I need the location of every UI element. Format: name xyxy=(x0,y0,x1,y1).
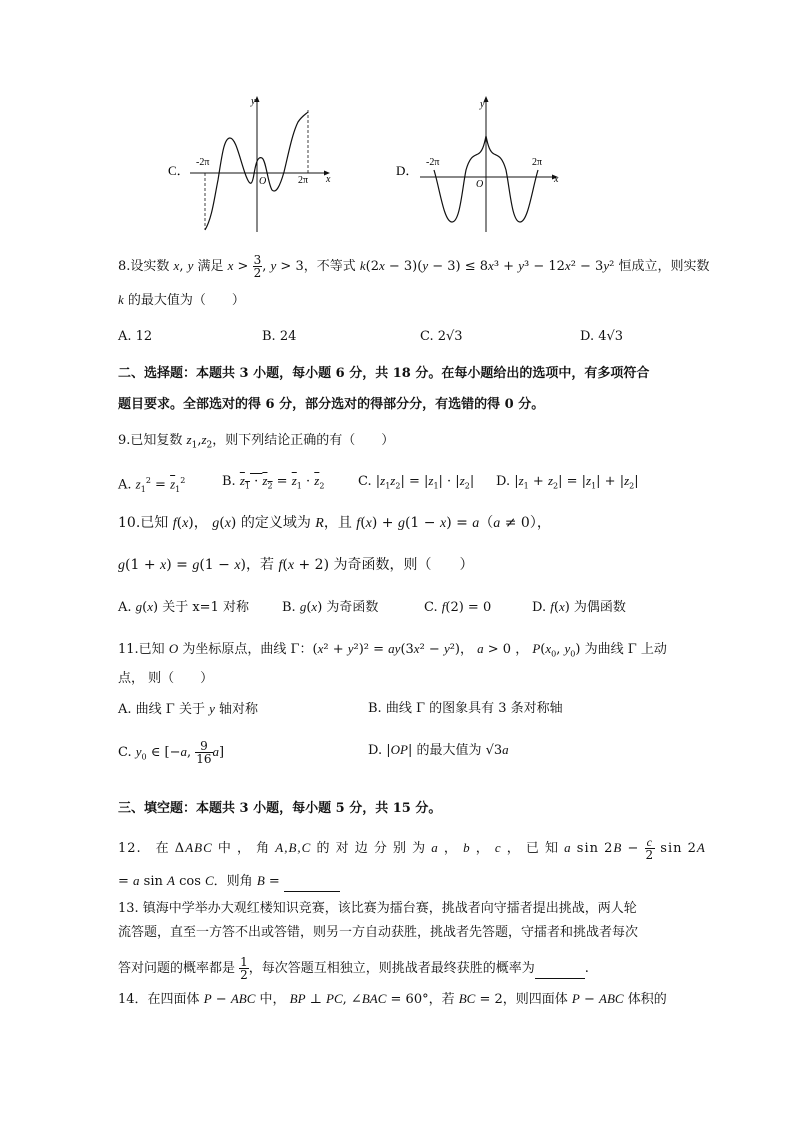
graph-d-origin: O xyxy=(476,179,484,190)
q9-option-d[interactable]: D. $|z_1 + z_2| = |z_1| + |z_2|$ xyxy=(496,473,639,491)
q11-option-a[interactable]: A. 曲线 Γ 关于 y 轴对称 xyxy=(118,701,258,717)
graph-c-y-label: y xyxy=(251,96,256,107)
q13-line3: 答对问题的概率都是 $\frac{1}{2}$ ，每次答题互相独立，则挑战者最终获胜的概率为 . xyxy=(118,955,589,982)
graph-d-x-label: x xyxy=(554,174,559,185)
q10-option-b[interactable]: B. g(x) 为奇函数 xyxy=(282,599,379,615)
q11-option-c[interactable]: C. $y_0$ ∈ [−a, $\frac{9}{16}$ a] xyxy=(118,739,225,766)
q9-option-c[interactable]: C. $|z_1z_2| = |z_1| \cdot |z_2|$ xyxy=(358,473,475,491)
graph-c-label: C． xyxy=(168,163,190,178)
graph-d-left-tick: -2π xyxy=(426,157,440,168)
q9-option-b[interactable]: B. $z_1 \cdot z_2 = \overline{z}_1 \cdot \overline{z}_2$ xyxy=(222,473,325,491)
q9-option-a[interactable]: A. $z_1^2 = \overline{z}_1^2$ xyxy=(118,476,186,494)
q10-option-a[interactable]: A. g(x) 关于 x=1 对称 xyxy=(118,599,249,615)
q8-line1: 8.设实数 x, y 满足 x > $\frac{3}{2}$ , y > 3，不等式 k(2x − 3)(y − 3) ≤ 8x³ + y³ − 12x² − 3y² 恒成立，则实数 xyxy=(118,253,710,280)
q10-line1: 10.已知 f(x)， g(x) 的定义域为 R，且 f(x) + g(1 − x) = a（a ≠ 0）， xyxy=(118,515,551,531)
graph-c-right-tick: 2π xyxy=(298,175,309,186)
q13-answer-blank[interactable] xyxy=(535,960,585,979)
graph-d-y-label: y xyxy=(480,99,485,110)
q8-line2: k 的最大值为（ ） xyxy=(118,292,245,308)
graph-d xyxy=(390,90,570,240)
graph-c-origin: O xyxy=(259,176,267,187)
fraction-3-2: $\frac{3}{2}$ xyxy=(253,253,262,280)
q10-option-d[interactable]: D. f(x) 为偶函数 xyxy=(532,599,626,615)
q12-line1: 12. 在 ΔABC 中 ， 角 A,B,C 的 对 边 分 别 为 a ， b ， c ， 已 知 a sin 2B − $\frac{c}{2}$ sin 2A xyxy=(118,835,706,862)
q9-stem: 9.已知复数 $z_1,z_2$，则下列结论正确的有（ ） xyxy=(118,432,395,451)
q11-line1: 11.已知 O 为坐标原点，曲线 Γ：(x² + y²)² = ay(3x² − y²)， a > 0 ， $P(x_0$, $y_0$) 为曲线 Γ 上动 xyxy=(118,641,667,659)
graph-c-left-tick: -2π xyxy=(196,157,210,168)
q12-line2: = a sin A cos C．则角 B = xyxy=(118,872,340,892)
q10-line2: g(1 + x) = g(1 − x)，若 f(x + 2) 为奇函数，则（ ） xyxy=(118,557,474,573)
q13-line2: 流答题，直至一方答不出或答错，则另一方自动获胜，挑战者先答题，守擂者和挑战者每次 xyxy=(118,925,639,940)
q8-option-a[interactable]: A. 12 xyxy=(118,329,153,344)
section2-heading-line2: 题目要求。全部选对的得 6 分，部分选对的得部分分，有选错的得 0 分。 xyxy=(118,397,545,412)
q10-option-c[interactable]: C. f(2) = 0 xyxy=(424,599,492,615)
q14-line1: 14．在四面体 P − ABC 中， BP ⊥ PC, ∠BAC = 60°，若 BC = 2，则四面体 P − ABC 体积的 xyxy=(118,991,667,1007)
q11-line2: 点， 则（ ） xyxy=(118,671,214,686)
q11-option-d[interactable]: D. |OP| 的最大值为 √3a xyxy=(368,742,509,758)
q8-option-d[interactable]: D. 4√3 xyxy=(580,329,624,344)
q8-option-c[interactable]: C. 2√3 xyxy=(420,329,463,344)
graph-c xyxy=(160,90,340,240)
q11-option-b[interactable]: B. 曲线 Γ 的图象具有 3 条对称轴 xyxy=(368,701,563,716)
q8-option-b[interactable]: B. 24 xyxy=(262,329,297,344)
section2-heading-line1: 二、选择题：本题共 3 小题，每小题 6 分，共 18 分。在每小题给出的选项中，有多项符合 xyxy=(118,366,650,381)
q13-line1: 13. 镇海中学举办大观红楼知识竞赛，该比赛为擂台赛，挑战者向守擂者提出挑战，两人轮 xyxy=(118,901,637,916)
graph-c-x-label: x xyxy=(326,174,331,185)
graph-d-right-tick: 2π xyxy=(532,157,543,168)
q12-answer-blank[interactable] xyxy=(284,873,340,892)
section3-heading: 三、填空题：本题共 3 小题，每小题 5 分，共 15 分。 xyxy=(118,801,442,816)
graph-d-label: D． xyxy=(396,163,419,178)
